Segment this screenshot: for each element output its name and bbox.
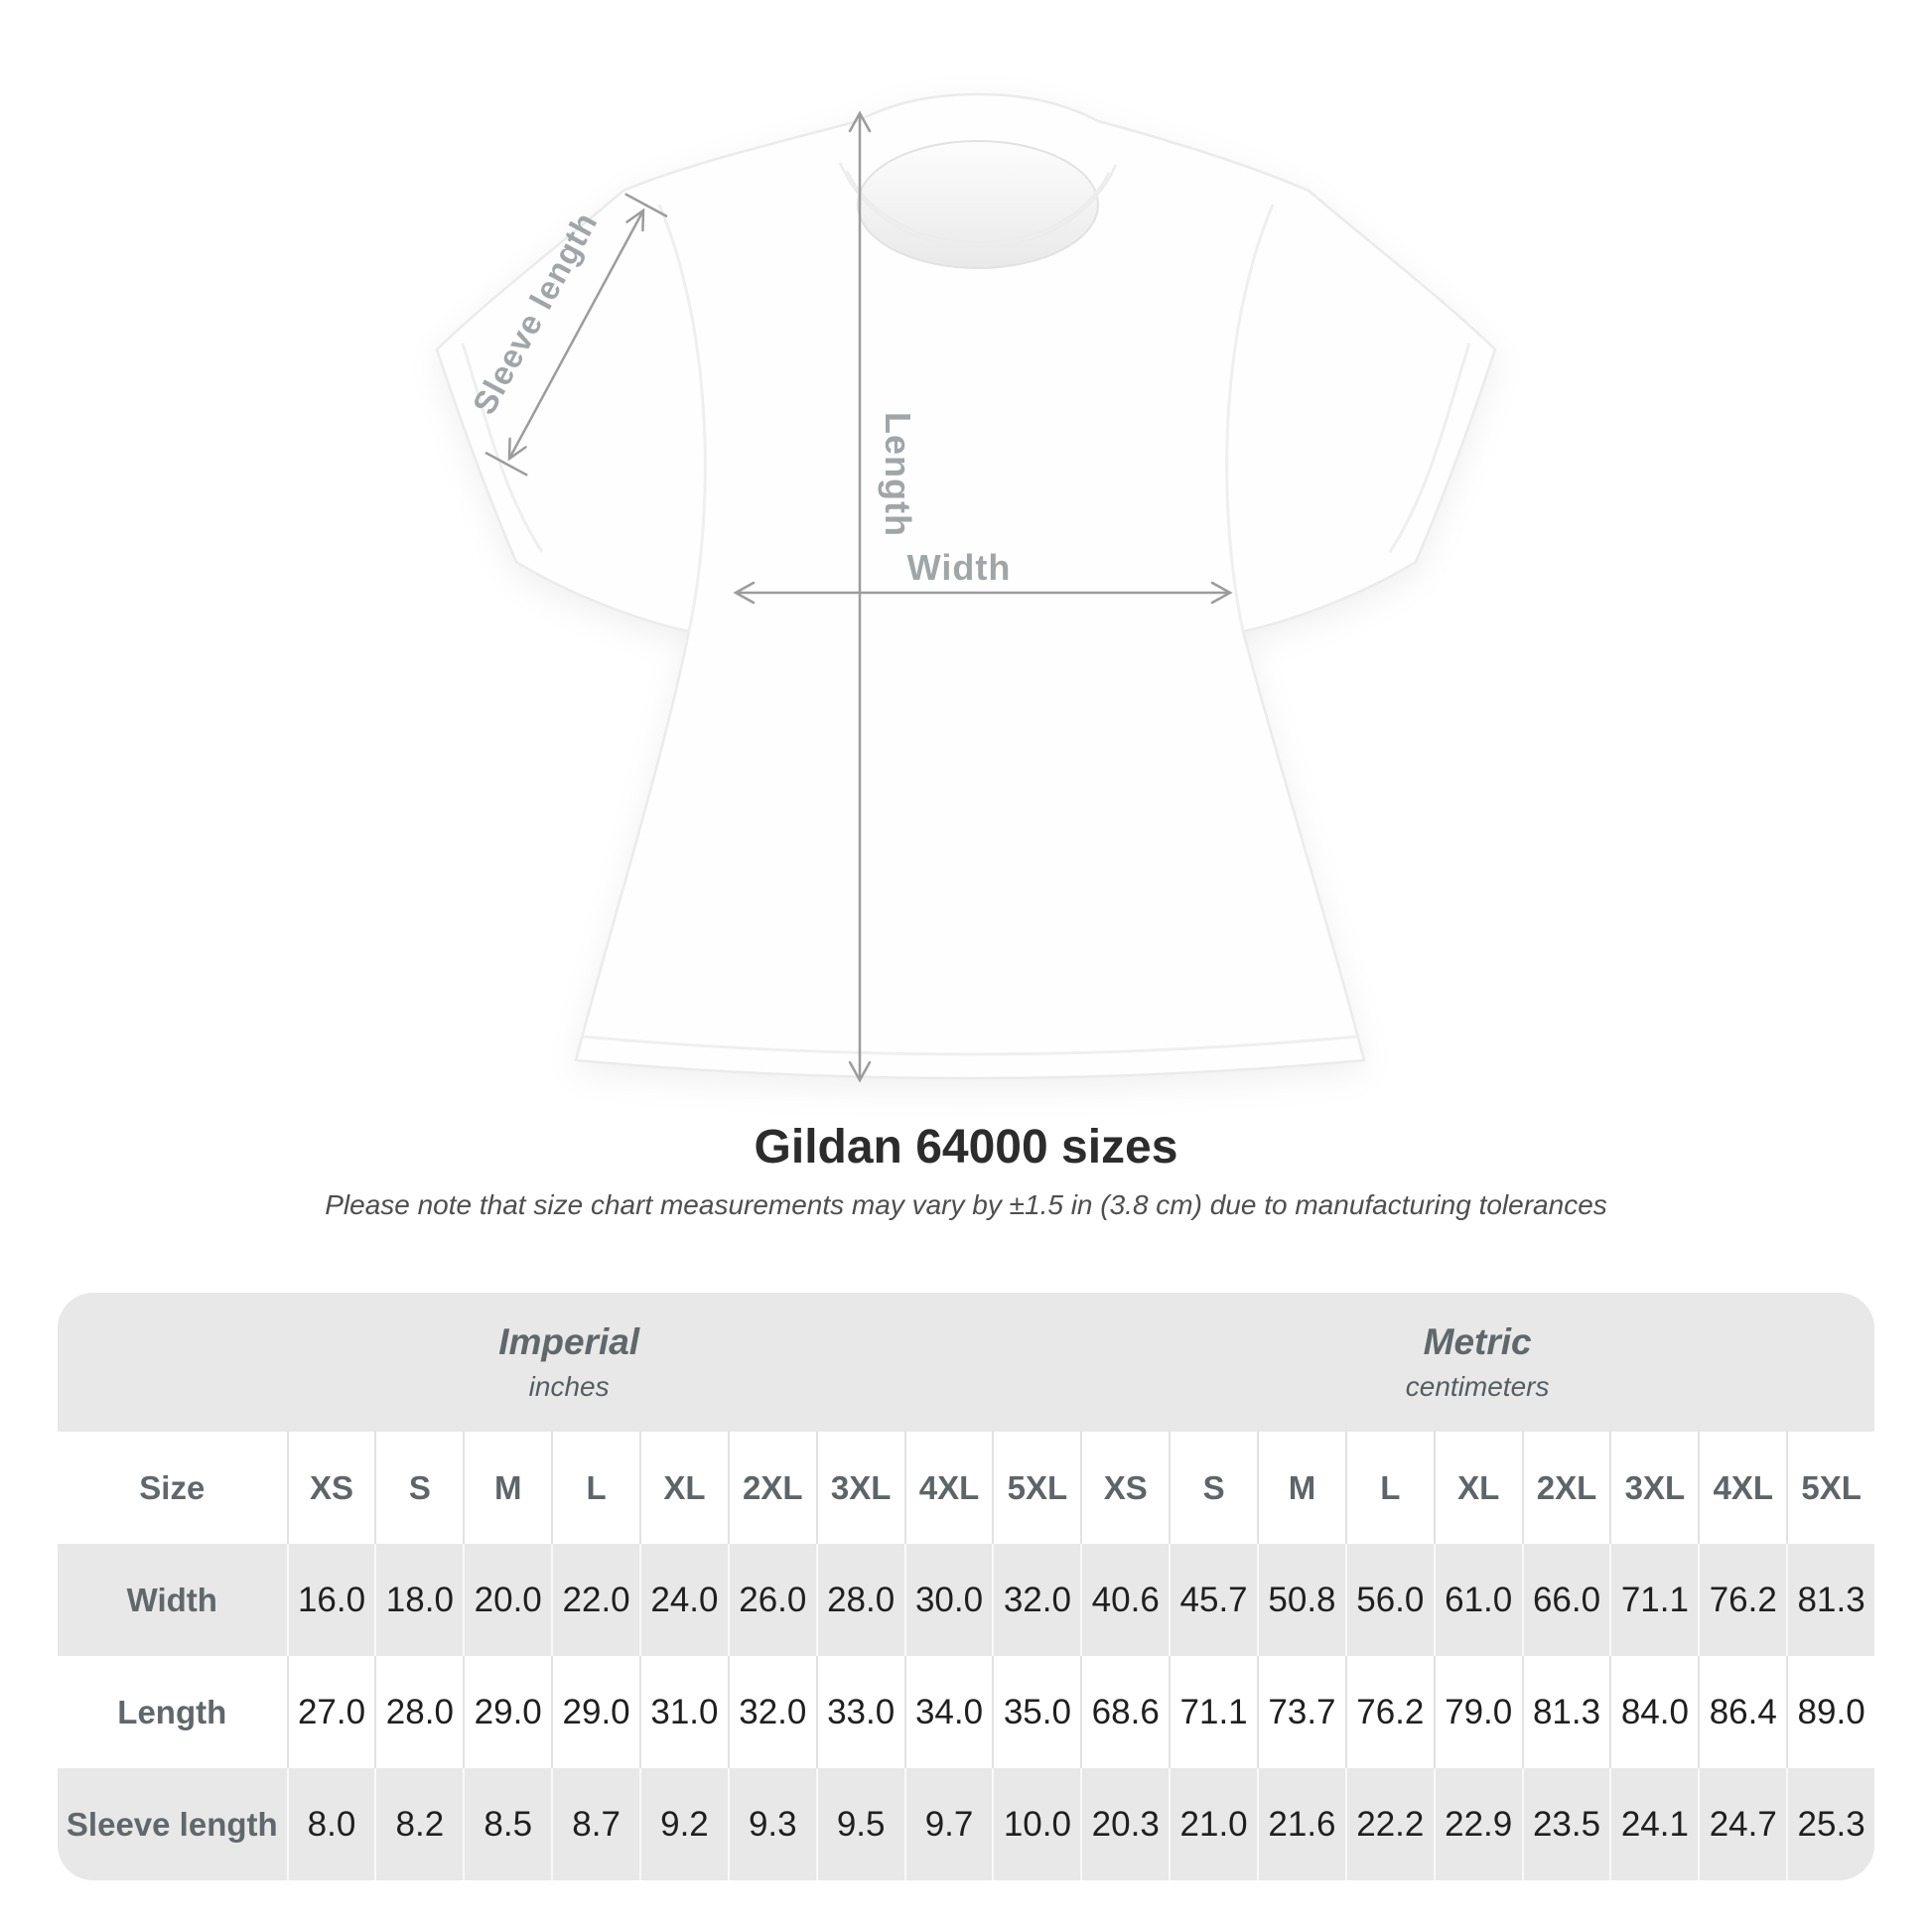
- measurement-cell: 24.7: [1698, 1768, 1786, 1880]
- measurement-cell: 23.5: [1522, 1768, 1610, 1880]
- size-col-header: XL: [1434, 1432, 1522, 1544]
- metric-label: Metric: [1423, 1321, 1532, 1362]
- measurement-cell: 21.6: [1257, 1768, 1345, 1880]
- measurement-cell: 32.0: [728, 1656, 816, 1768]
- measurement-cell: 24.0: [639, 1544, 728, 1656]
- measurement-cell: 27.0: [287, 1656, 375, 1768]
- measurement-cell: 20.3: [1080, 1768, 1169, 1880]
- measurement-cell: 89.0: [1786, 1656, 1874, 1768]
- measurement-cell: 86.4: [1698, 1656, 1786, 1768]
- measurement-cell: 22.2: [1345, 1768, 1434, 1880]
- measurement-cell: 21.0: [1169, 1768, 1257, 1880]
- measurement-cell: 81.3: [1786, 1544, 1874, 1656]
- measurement-cell: 8.2: [374, 1768, 463, 1880]
- measurement-cell: 9.5: [816, 1768, 904, 1880]
- size-col-header: 2XL: [728, 1432, 816, 1544]
- measurement-cell: 24.1: [1609, 1768, 1698, 1880]
- size-col-header: L: [551, 1432, 639, 1544]
- measurement-cell: 73.7: [1257, 1656, 1345, 1768]
- measurement-cell: 81.3: [1522, 1656, 1610, 1768]
- row-label: Length: [117, 1693, 227, 1730]
- size-col-header: 5XL: [992, 1432, 1080, 1544]
- measurement-cell: 9.3: [728, 1768, 816, 1880]
- measurement-cell: 31.0: [639, 1656, 728, 1768]
- measurement-cell: 25.3: [1786, 1768, 1874, 1880]
- size-col-header: 4XL: [1698, 1432, 1786, 1544]
- measurement-cell: 29.0: [463, 1656, 551, 1768]
- row-label: Width: [126, 1581, 217, 1618]
- width-row: [58, 1544, 1874, 1656]
- measurement-cell: 26.0: [728, 1544, 816, 1656]
- measurement-cell: 28.0: [816, 1544, 904, 1656]
- row-label: Sleeve length: [66, 1805, 278, 1843]
- measurement-cell: 9.2: [639, 1768, 728, 1880]
- length-measure-label: Length: [878, 412, 918, 537]
- measurement-cell: 16.0: [287, 1544, 375, 1656]
- size-col-header: 5XL: [1786, 1432, 1874, 1544]
- size-col-header: XS: [1080, 1432, 1169, 1544]
- size-col-header: XL: [639, 1432, 728, 1544]
- measurement-cell: 71.1: [1169, 1656, 1257, 1768]
- measurement-cell: 9.7: [904, 1768, 993, 1880]
- unit-header-row: [58, 1293, 1874, 1432]
- measurement-cell: 76.2: [1698, 1544, 1786, 1656]
- measurement-cell: 76.2: [1345, 1656, 1434, 1768]
- measurement-cell: 22.0: [551, 1544, 639, 1656]
- measurement-cell: 8.5: [463, 1768, 551, 1880]
- metric-sublabel: centimeters: [1405, 1371, 1550, 1402]
- heading-block: [0, 1120, 1932, 1221]
- measurement-cell: 20.0: [463, 1544, 551, 1656]
- metric-unit-header: [1080, 1293, 1874, 1432]
- measurement-cell: 56.0: [1345, 1544, 1434, 1656]
- size-col-header: 4XL: [904, 1432, 993, 1544]
- measurement-cell: 22.9: [1434, 1768, 1522, 1880]
- measurement-cell: 35.0: [992, 1656, 1080, 1768]
- measurement-cell: 50.8: [1257, 1544, 1345, 1656]
- measurement-cell: 84.0: [1609, 1656, 1698, 1768]
- measurement-cell: 68.6: [1080, 1656, 1169, 1768]
- measurement-cell: 28.0: [374, 1656, 463, 1768]
- measurement-cell: 79.0: [1434, 1656, 1522, 1768]
- measurement-cell: 18.0: [374, 1544, 463, 1656]
- sleeve-length-measure-label: Sleeve length: [465, 206, 605, 421]
- size-col-header: S: [1169, 1432, 1257, 1544]
- measurement-cell: 33.0: [816, 1656, 904, 1768]
- imperial-sublabel: inches: [528, 1371, 610, 1402]
- size-col-header: XS: [287, 1432, 375, 1544]
- measurement-cell: 8.7: [551, 1768, 639, 1880]
- size-corner-label: Size: [139, 1468, 206, 1506]
- page-title: Gildan 64000 sizes: [754, 1121, 1178, 1173]
- tolerance-note: Please note that size chart measurements may vary by ±1.5 in (3.8 cm) due to manufacturing tolerances: [325, 1189, 1607, 1221]
- measurement-cell: 66.0: [1522, 1544, 1610, 1656]
- size-col-header: M: [1257, 1432, 1345, 1544]
- measurement-cell: 30.0: [904, 1544, 993, 1656]
- size-table: [58, 1293, 1874, 1880]
- size-col-header: L: [1345, 1432, 1434, 1544]
- size-col-header: M: [463, 1432, 551, 1544]
- imperial-unit-header: [58, 1293, 1080, 1432]
- width-measure-label: Width: [906, 547, 1012, 588]
- size-header-row: [58, 1432, 1874, 1544]
- measurement-cell: 45.7: [1169, 1544, 1257, 1656]
- size-col-header: 3XL: [1609, 1432, 1698, 1544]
- size-col-header: 2XL: [1522, 1432, 1610, 1544]
- sleeve-length-row: [58, 1768, 1874, 1880]
- measurement-cell: 10.0: [992, 1768, 1080, 1880]
- imperial-label: Imperial: [498, 1321, 640, 1362]
- measurement-cell: 29.0: [551, 1656, 639, 1768]
- measurement-cell: 61.0: [1434, 1544, 1522, 1656]
- size-col-header: 3XL: [816, 1432, 904, 1544]
- measurement-cell: 32.0: [992, 1544, 1080, 1656]
- measurement-cell: 34.0: [904, 1656, 993, 1768]
- size-col-header: S: [374, 1432, 463, 1544]
- measurement-cell: 71.1: [1609, 1544, 1698, 1656]
- measurement-cell: 8.0: [287, 1768, 375, 1880]
- length-row: [58, 1656, 1874, 1768]
- measurement-cell: 40.6: [1080, 1544, 1169, 1656]
